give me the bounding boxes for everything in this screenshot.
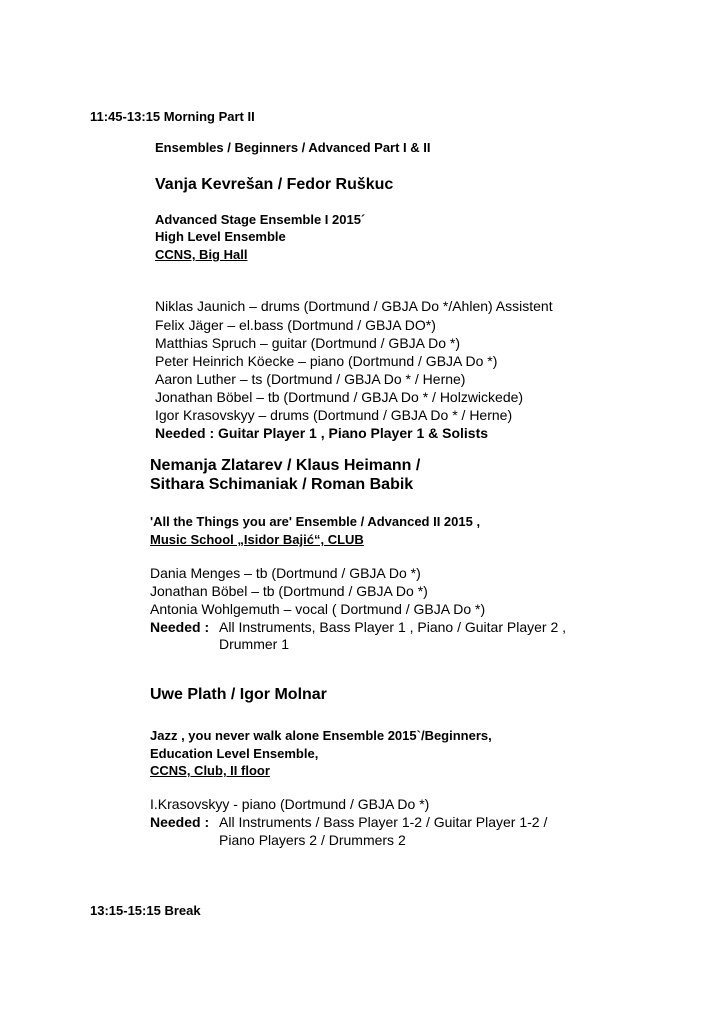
group2-needed-line2: Drummer 1 [219,636,290,652]
group3-ensemble-line2: Education Level Ensemble, [150,746,319,761]
group2-member: Antonia Wohlgemuth – vocal ( Dortmund / GBJA Do *) [150,601,486,617]
morning-heading: 11:45-13:15 Morning Part II [90,109,255,124]
group3-venue: CCNS, Club, II floor [150,763,270,778]
group1-member: Igor Krasovskyy – drums (Dortmund / GBJA Do * / Herne) [155,407,513,423]
group2-needed-line1: All Instruments, Bass Player 1 , Piano / Guitar Player 2 , [219,619,567,635]
group3-teachers: Uwe Plath / Igor Molnar [150,686,327,703]
group1-member: Niklas Jaunich – drums (Dortmund / GBJA Do */Ahlen) Assistent [155,298,553,314]
group3-member: I.Krasovskyy - piano (Dortmund / GBJA Do *) [150,796,430,812]
group2-member: Jonathan Böbel – tb (Dortmund / GBJA Do *) [150,583,428,599]
group1-member: Peter Heinrich Köecke – piano (Dortmund / GBJA Do *) [155,353,498,369]
group3-needed-label: Needed : [150,814,210,830]
group1-ensemble-line2: High Level Ensemble [155,229,286,244]
group1-member: Aaron Luther – ts (Dortmund / GBJA Do * / Herne) [155,371,466,387]
group2-ensemble-line1: 'All the Things you are' Ensemble / Advanced II 2015 , [150,514,481,529]
break-heading: 13:15-15:15 Break [90,903,201,918]
group1-member: Jonathan Böbel – tb (Dortmund / GBJA Do * / Holzwickede) [155,389,524,405]
group2-member: Dania Menges – tb (Dortmund / GBJA Do *) [150,565,421,581]
group3-needed-line1: All Instruments / Bass Player 1-2 / Guitar Player 1-2 / [219,814,548,830]
group2-needed-label: Needed : [150,619,210,635]
group1-venue: CCNS, Big Hall [155,247,248,262]
group2-teachers-line2: Sithara Schimaniak / Roman Babik [150,476,414,493]
group1-member: Felix Jäger – el.bass (Dortmund / GBJA DO*) [155,317,436,333]
group3-ensemble-line1: Jazz , you never walk alone Ensemble 2015`/Beginners, [150,728,492,743]
group2-teachers-line1: Nemanja Zlatarev / Klaus Heimann / [150,457,421,474]
category-heading: Ensembles / Beginners / Advanced Part I & II [155,140,431,155]
group1-ensemble-line1: Advanced Stage Ensemble I 2015´ [155,212,366,227]
group1-teachers: Vanja Kevrešan / Fedor Ruškuc [155,176,394,193]
group1-needed: Needed : Guitar Player 1 , Piano Player 1 & Solists [155,425,489,441]
group2-venue: Music School „Isidor Bajić“, CLUB [150,532,364,547]
group1-member: Matthias Spruch – guitar (Dortmund / GBJA Do *) [155,335,461,351]
group3-needed-line2: Piano Players 2 / Drummers 2 [219,832,406,848]
